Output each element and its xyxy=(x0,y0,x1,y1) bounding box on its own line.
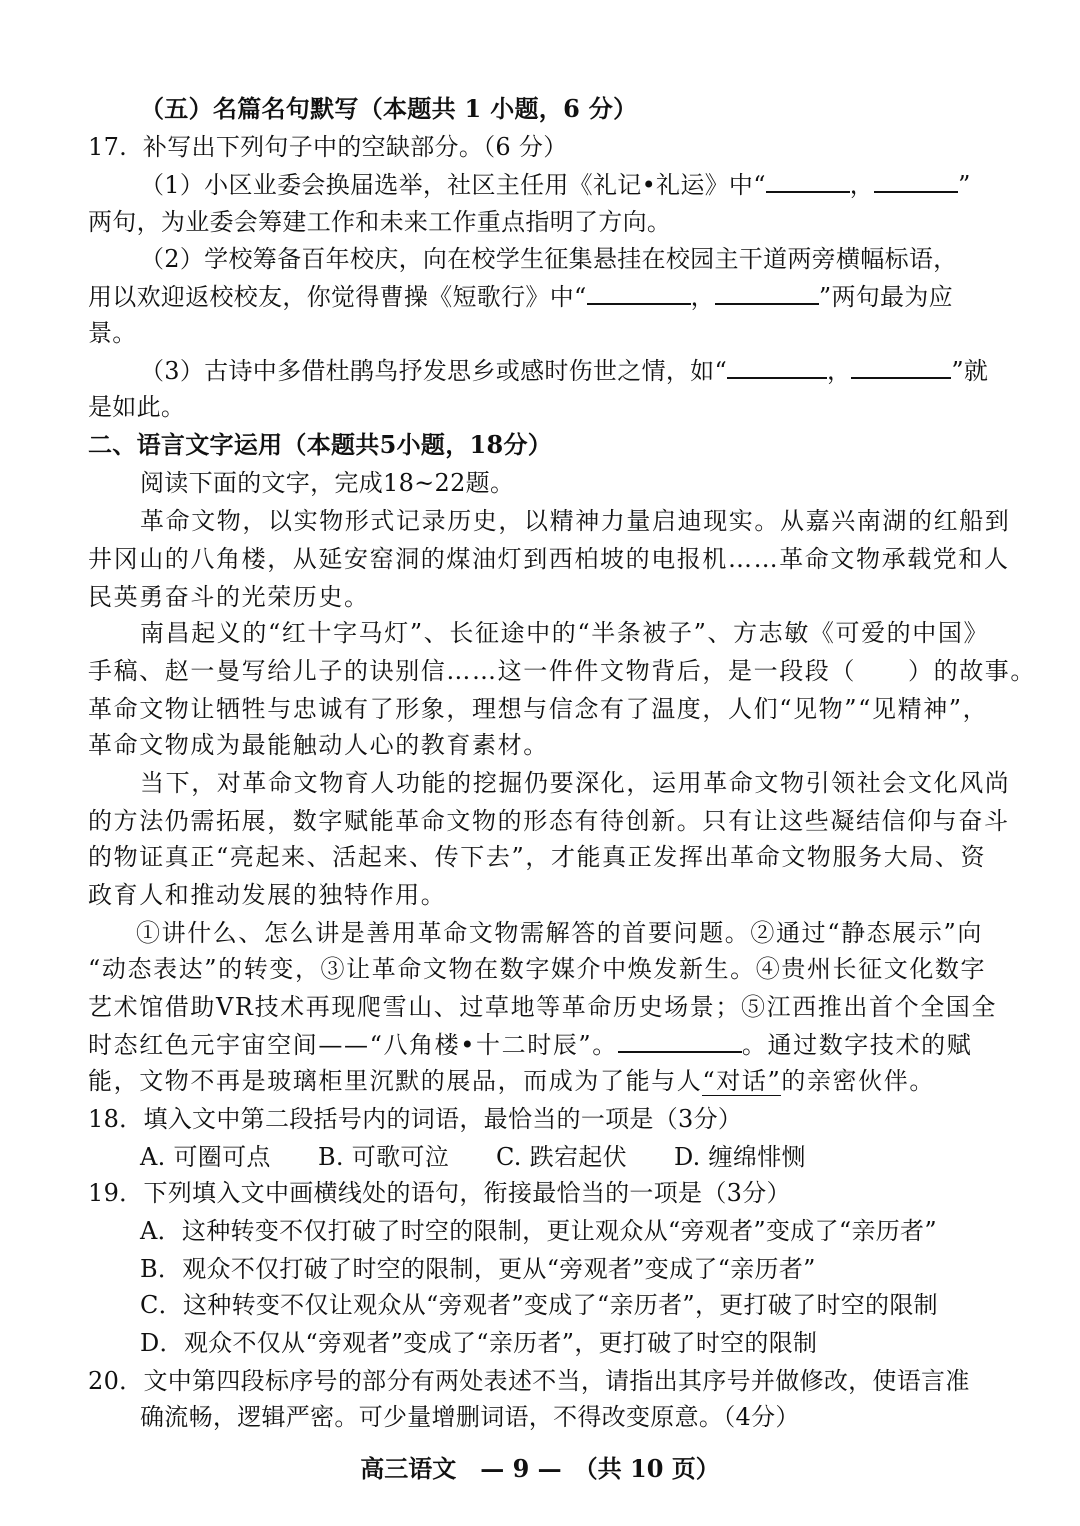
q19-option-d-text: D．观众不仅从“旁观者”变成了“亲历者”，更打破了时空的限制 xyxy=(140,1329,818,1357)
passage-para3-line1 xyxy=(140,766,1040,802)
q19-option-a[interactable] xyxy=(140,1214,1040,1250)
q17-stem xyxy=(88,130,1048,166)
passage-para4-line1 xyxy=(136,916,1040,952)
passage-text: ①讲什么、怎么讲是善用革命文物需解答的首要问题。②通过“静态展示”向 xyxy=(136,919,983,947)
q19-option-d[interactable] xyxy=(140,1326,1040,1362)
q17-stem-text: 17. 补写出下列句子中的空缺部分。（6 分） xyxy=(88,133,568,161)
passage-text: 的物证真正“亮起来、活起来、传下去”，才能真正发挥出革命文物服务大局、资 xyxy=(88,843,987,871)
q17-p1-comma: ， xyxy=(849,171,875,199)
q18-option-a[interactable]: A. 可圈可点 xyxy=(140,1143,271,1171)
q17-part1-line2 xyxy=(88,205,1048,241)
passage-para2-line2 xyxy=(88,654,1048,690)
passage-para2-line3 xyxy=(88,692,1048,728)
q17-part2-line2 xyxy=(88,280,1048,316)
q17-p1-close: ” xyxy=(958,171,971,199)
q17-part2-line1 xyxy=(140,242,1040,278)
passage-text: 当下，对革命文物育人功能的挖掘仍要深化，运用革命文物引领社会文化风尚 xyxy=(140,769,1011,797)
passage-text: 手稿、赵一曼写给儿子的诀别信……这一件件文物背后，是一段段（ xyxy=(88,657,856,685)
q18-stem xyxy=(88,1102,1048,1138)
q20-stem-line1 xyxy=(88,1364,1048,1400)
passage-text: 南昌起义的“红十字马灯”、长征途中的“半条被子”、方志敏《可爱的中国》 xyxy=(140,619,990,647)
page-footer: 高三语文 — 9 — （共 10 页） xyxy=(360,1454,720,1483)
q17-p2-text4: 景。 xyxy=(88,319,137,347)
q17-p2-text3: ”两句最为应 xyxy=(818,283,953,311)
passage-para1-line3 xyxy=(88,580,1048,616)
q17-part3-line2 xyxy=(88,390,1048,426)
q20-stem-line2 xyxy=(140,1400,1040,1436)
part2-heading-text: 二、语言文字运用（本题共5小题，18分） xyxy=(88,430,553,459)
passage-text: ）的故事。 xyxy=(908,657,1036,685)
part2-intro xyxy=(140,466,1040,502)
section5-heading-text: （五）名篇名句默写（本题共 1 小题，6 分） xyxy=(140,94,638,123)
q18-option-c[interactable]: C. 跌宕起伏 xyxy=(496,1143,627,1171)
section5-heading xyxy=(140,92,1040,128)
passage-para3-line2 xyxy=(88,804,1048,840)
passage-para3-line3 xyxy=(88,840,1048,876)
part2-intro-text: 阅读下面的文字，完成18~22题。 xyxy=(140,469,515,497)
passage-text: 的亲密伙伴。 xyxy=(781,1067,935,1095)
q19-option-c[interactable] xyxy=(140,1288,1040,1324)
q19-option-a-text: A．这种转变不仅打破了时空的限制，更让观众从“旁观者”变成了“亲历者” xyxy=(140,1217,937,1245)
q19-stem xyxy=(88,1176,1048,1212)
q20-stem-text2: 确流畅，逻辑严密。可少量增删词语，不得改变原意。（4分） xyxy=(140,1403,800,1431)
passage-para2-line1 xyxy=(140,616,1040,652)
passage-text: 革命文物成为最能触动人心的教育素材。 xyxy=(88,731,549,759)
part2-heading xyxy=(88,428,1048,464)
q17-p3-text2: ”就 xyxy=(951,357,989,385)
answer-blank[interactable] xyxy=(587,281,691,305)
q17-p1-text2: 两句，为业委会筹建工作和未来工作重点指明了方向。 xyxy=(88,208,672,236)
passage-para1-line1 xyxy=(140,504,1040,540)
q19-option-b-text: B．观众不仅打破了时空的限制，更从“旁观者”变成了“亲历者” xyxy=(140,1255,816,1283)
passage-text: 井冈山的八角楼，从延安窑洞的煤油灯到西柏坡的电报机……革命文物承载党和人 xyxy=(88,545,1010,573)
q17-part3-line1 xyxy=(140,354,1040,390)
underlined-phrase: “对话” xyxy=(702,1067,782,1095)
passage-text: “动态表达”的转变，③让革命文物在数字媒介中焕发新生。④贵州长征文化数字 xyxy=(88,955,987,983)
passage-text: 艺术馆借助VR技术再现爬雪山、过草地等革命历史场景；⑤江西推出首个全国全 xyxy=(88,993,997,1021)
passage-para4-line4 xyxy=(88,1028,1048,1064)
q17-p2-text2: 用以欢迎返校校友，你觉得曹操《短歌行》中“ xyxy=(88,283,587,311)
q19-stem-text: 19．下列填入文中画横线处的语句，衔接最恰当的一项是（3分） xyxy=(88,1179,791,1207)
q17-part1-line1 xyxy=(140,168,1040,204)
answer-blank[interactable] xyxy=(874,169,958,193)
passage-text: 时态红色元宇宙空间——“八角楼•十二时辰”。 xyxy=(88,1031,618,1059)
answer-blank[interactable] xyxy=(851,355,951,379)
passage-text: 民英勇奋斗的光荣历史。 xyxy=(88,583,370,611)
q17-part2-line3 xyxy=(88,316,1048,352)
answer-blank[interactable] xyxy=(715,281,819,305)
passage-text: 。通过数字技术的赋 xyxy=(741,1031,973,1059)
passage-text: 革命文物，以实物形式记录历史，以精神力量启迪现实。从嘉兴南湖的红船到 xyxy=(140,507,1011,535)
passage-text: 革命文物让牺牲与忠诚有了形象，理想与信念有了温度，人们“见物”“见精神”， xyxy=(88,695,989,723)
passage-text: 的方法仍需拓展，数字赋能革命文物的形态有待创新。只有让这些凝结信仰与奋斗 xyxy=(88,807,1010,835)
q17-p2-text: （2）学校筹备百年校庆，向在校学生征集悬挂在校园主干道两旁横幅标语， xyxy=(140,245,958,273)
answer-blank[interactable] xyxy=(618,1029,742,1053)
q17-p3-text: （3）古诗中多借杜鹃鸟抒发思乡或感时伤世之情，如“ xyxy=(140,357,728,385)
passage-para1-line2 xyxy=(88,542,1048,578)
answer-blank[interactable] xyxy=(766,169,850,193)
q18-stem-text: 18．填入文中第二段括号内的词语，最恰当的一项是（3分） xyxy=(88,1105,743,1133)
q17-p1-text: （1）小区业委会换届选举，社区主任用《礼记•礼运》中“ xyxy=(140,171,766,199)
passage-para4-line3 xyxy=(88,990,1048,1026)
q19-option-c-text: C．这种转变不仅让观众从“旁观者”变成了“亲历者”，更打破了时空的限制 xyxy=(140,1291,938,1319)
q20-stem-text: 20．文中第四段标序号的部分有两处表述不当，请指出其序号并做修改，使语言准 xyxy=(88,1367,970,1395)
passage-para2-line4 xyxy=(88,728,1048,764)
q18-option-b[interactable]: B. 可歌可泣 xyxy=(318,1143,449,1171)
q17-p3-comma: ， xyxy=(827,357,852,385)
answer-blank[interactable] xyxy=(727,355,827,379)
q17-p3-text3: 是如此。 xyxy=(88,393,186,421)
q18-option-d[interactable]: D. 缠绵悱恻 xyxy=(674,1143,806,1171)
passage-para3-line4 xyxy=(88,878,1048,914)
passage-para4-line2 xyxy=(88,952,1048,988)
passage-text: 政育人和推动发展的独特作用。 xyxy=(88,881,447,909)
passage-text: 能，文物不再是玻璃柜里沉默的展品，而成为了能与人 xyxy=(88,1067,703,1095)
q18-options xyxy=(140,1140,1040,1176)
q17-p2-comma: ， xyxy=(690,283,715,311)
passage-para4-line5 xyxy=(88,1064,1048,1100)
q19-option-b[interactable] xyxy=(140,1252,1040,1288)
